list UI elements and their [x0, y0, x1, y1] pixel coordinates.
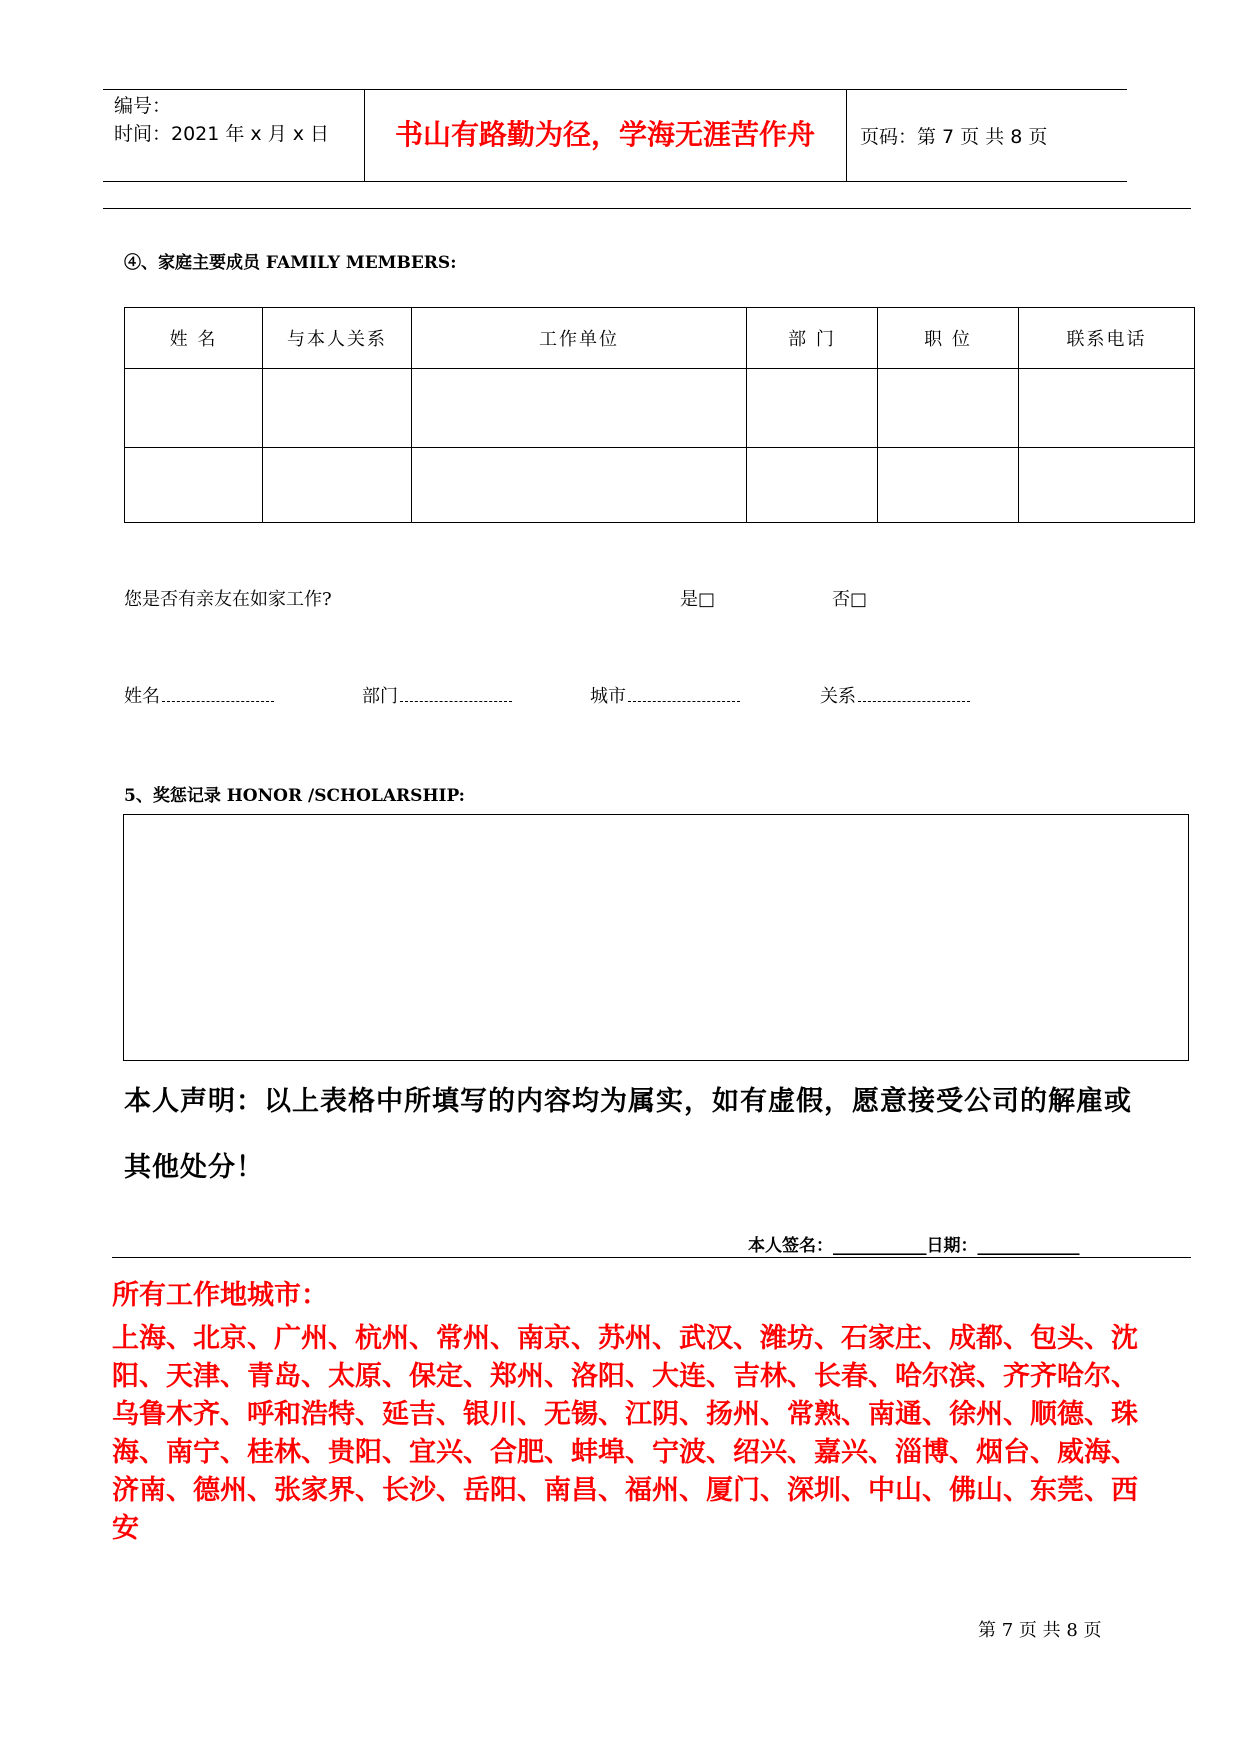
header-page-info: 页码：第 7 页 共 8 页 [860, 126, 1048, 148]
signature-label: 本人签名： [748, 1236, 833, 1256]
relatives-yes-checkbox[interactable]: 是□ [680, 589, 716, 610]
blank-line [858, 701, 970, 702]
footer-page-number: 第 7 页 共 8 页 [978, 1620, 1102, 1641]
section-separator [103, 208, 1191, 209]
family-section-title: ④、家庭主要成员 FAMILY MEMBERS: [124, 253, 457, 273]
cities-list: 上海、北京、广州、杭州、常州、南京、苏州、武汉、潍坊、石家庄、成都、包头、沈阳、天津、青岛、太原、保定、郑州、洛阳、大连、吉林、长春、哈尔滨、齐齐哈尔、乌鲁木齐、呼和浩特、延吉、银川、无锡、江阴、扬州、常熟、南通、徐州、顺德、珠海、南宁、桂林、贵阳、宜兴、合肥、蚌埠、宁波、绍兴、嘉兴、淄博、烟台、威海、济南、德州、张家界、长沙、岳阳、南昌、福州、厦门、深圳、中山、佛山、东莞、西安 [112, 1323, 1138, 1544]
header-bottom-rule [103, 181, 1127, 182]
table-cell[interactable] [125, 369, 263, 448]
honor-section-title: 5、奖惩记录 HONOR /SCHOLARSHIP: [124, 786, 465, 806]
table-cell[interactable] [1019, 448, 1195, 523]
signature-row [748, 1231, 1080, 1256]
date-label: 日期： [926, 1236, 978, 1256]
relative-department-label: 部门 [362, 686, 398, 707]
signature-blank[interactable]: ___________ [833, 1236, 927, 1256]
header-meta [114, 92, 329, 148]
column-header-department: 部 门 [747, 308, 878, 369]
table-cell[interactable] [263, 448, 412, 523]
relative-name-field[interactable] [124, 682, 274, 708]
column-header-name: 姓 名 [125, 308, 263, 369]
blank-line [162, 701, 274, 702]
honor-input-box[interactable] [123, 814, 1189, 1061]
declaration-line-2: 其他处分！ [124, 1152, 264, 1183]
relative-city-label: 城市 [590, 686, 626, 707]
date-blank[interactable]: ____________ [977, 1236, 1080, 1256]
column-header-phone: 联系电话 [1019, 308, 1195, 369]
header-motto: 书山有路勤为径，学海无涯苦作舟 [394, 118, 815, 151]
blank-line [628, 701, 740, 702]
document-time: 时间：2021 年 x 月 x 日 [114, 123, 330, 145]
signature-rule [112, 1257, 1191, 1258]
family-members-table [124, 307, 1195, 523]
declaration-line-1: 本人声明：以上表格中所填写的内容均为属实，如有虚假，愿意接受公司的解雇或 [124, 1086, 1132, 1117]
table-cell[interactable] [1019, 369, 1195, 448]
table-cell[interactable] [125, 448, 263, 523]
header-top-rule [103, 89, 1127, 90]
cities-title: 所有工作地城市： [112, 1280, 328, 1311]
table-cell[interactable] [747, 369, 878, 448]
column-header-position: 职 位 [878, 308, 1019, 369]
document-number: 编号： [114, 95, 172, 117]
relative-relation-field[interactable] [820, 682, 970, 708]
table-cell[interactable] [747, 448, 878, 523]
table-cell[interactable] [412, 448, 747, 523]
relative-relation-label: 关系 [820, 686, 856, 707]
column-header-employer: 工作单位 [412, 308, 747, 369]
table-cell[interactable] [878, 448, 1019, 523]
table-row [125, 369, 1195, 448]
table-cell[interactable] [263, 369, 412, 448]
blank-line [400, 701, 512, 702]
header-divider-right [846, 89, 847, 181]
table-cell[interactable] [412, 369, 747, 448]
relative-department-field[interactable] [362, 682, 512, 708]
relative-name-label: 姓名 [124, 686, 160, 707]
table-header-row [125, 308, 1195, 369]
table-row [125, 448, 1195, 523]
relatives-question: 您是否有亲友在如家工作? [124, 589, 332, 610]
table-cell[interactable] [878, 369, 1019, 448]
relatives-no-checkbox[interactable]: 否□ [832, 589, 868, 610]
column-header-relation: 与本人关系 [263, 308, 412, 369]
relative-city-field[interactable] [590, 682, 740, 708]
